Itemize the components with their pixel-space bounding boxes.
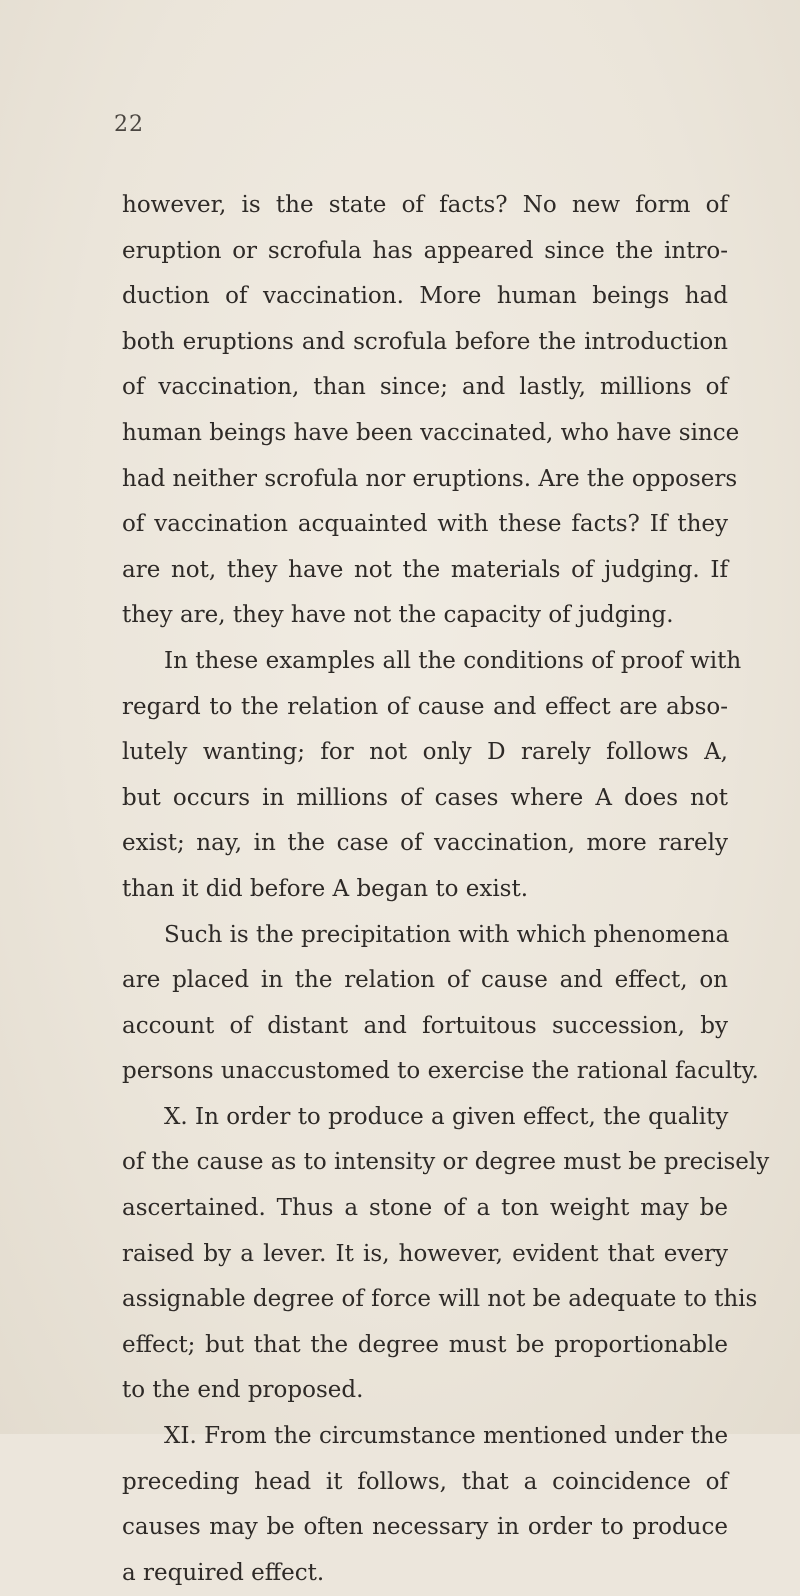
- text-line: raised by a lever. It is, however, evident that every: [122, 1240, 728, 1267]
- text-line: are placed in the relation of cause and effect, on: [122, 967, 728, 994]
- text-line: persons unaccustomed to exercise the rational faculty.: [122, 1058, 759, 1085]
- text-line: to the end proposed.: [122, 1377, 364, 1404]
- text-line: account of distant and fortuitous succession, by: [122, 1012, 728, 1039]
- text-line: duction of vaccination. More human beings had: [122, 283, 728, 310]
- paragraph-start-line: Such is the precipitation with which phenomena: [164, 921, 730, 948]
- text-line: human beings have been vaccinated, who have since: [122, 419, 740, 446]
- text-line: causes may be often necessary in order to produce: [122, 1514, 728, 1541]
- body-text: [122, 183, 770, 1596]
- text-line: are not, they have not the materials of judging. If: [122, 556, 728, 583]
- page-number: 22: [114, 112, 144, 137]
- text-line: both eruptions and scrofula before the introduction: [122, 328, 728, 355]
- text-line: of the cause as to intensity or degree must be precisely: [122, 1149, 770, 1176]
- text-line: regard to the relation of cause and effect are abso-: [122, 693, 728, 720]
- text-line: than it did before A began to exist.: [122, 875, 529, 902]
- text-line: assignable degree of force will not be adequate to this: [122, 1286, 758, 1313]
- paragraph-start-line: In these examples all the conditions of proof with: [164, 647, 742, 674]
- text-line: of vaccination acquainted with these facts? If they: [122, 511, 728, 538]
- section-xi-start-line: XI. From the circumstance mentioned under the: [164, 1423, 729, 1450]
- text-line: had neither scrofula nor eruptions. Are the opposers: [122, 465, 738, 492]
- text-line: ascertained. Thus a stone of a ton weight may be: [122, 1195, 728, 1222]
- text-line: exist; nay, in the case of vaccination, more rarely: [122, 830, 728, 857]
- text-line: they are, they have not the capacity of judging.: [122, 602, 674, 629]
- text-line: lutely wanting; for not only D rarely follows A,: [122, 739, 728, 766]
- text-line: eruption or scrofula has appeared since the intro-: [122, 237, 728, 264]
- text-line: of vaccination, than since; and lastly, millions of: [122, 374, 728, 401]
- text-line: effect; but that the degree must be proportionable: [122, 1331, 728, 1358]
- text-line: but occurs in millions of cases where A does not: [122, 784, 728, 811]
- section-x-start-line: X. In order to produce a given effect, the quality: [164, 1103, 729, 1130]
- text-line: a required effect.: [122, 1559, 325, 1586]
- text-line: preceding head it follows, that a coincidence of: [122, 1468, 728, 1495]
- text-line: however, is the state of facts? No new form of: [122, 192, 728, 218]
